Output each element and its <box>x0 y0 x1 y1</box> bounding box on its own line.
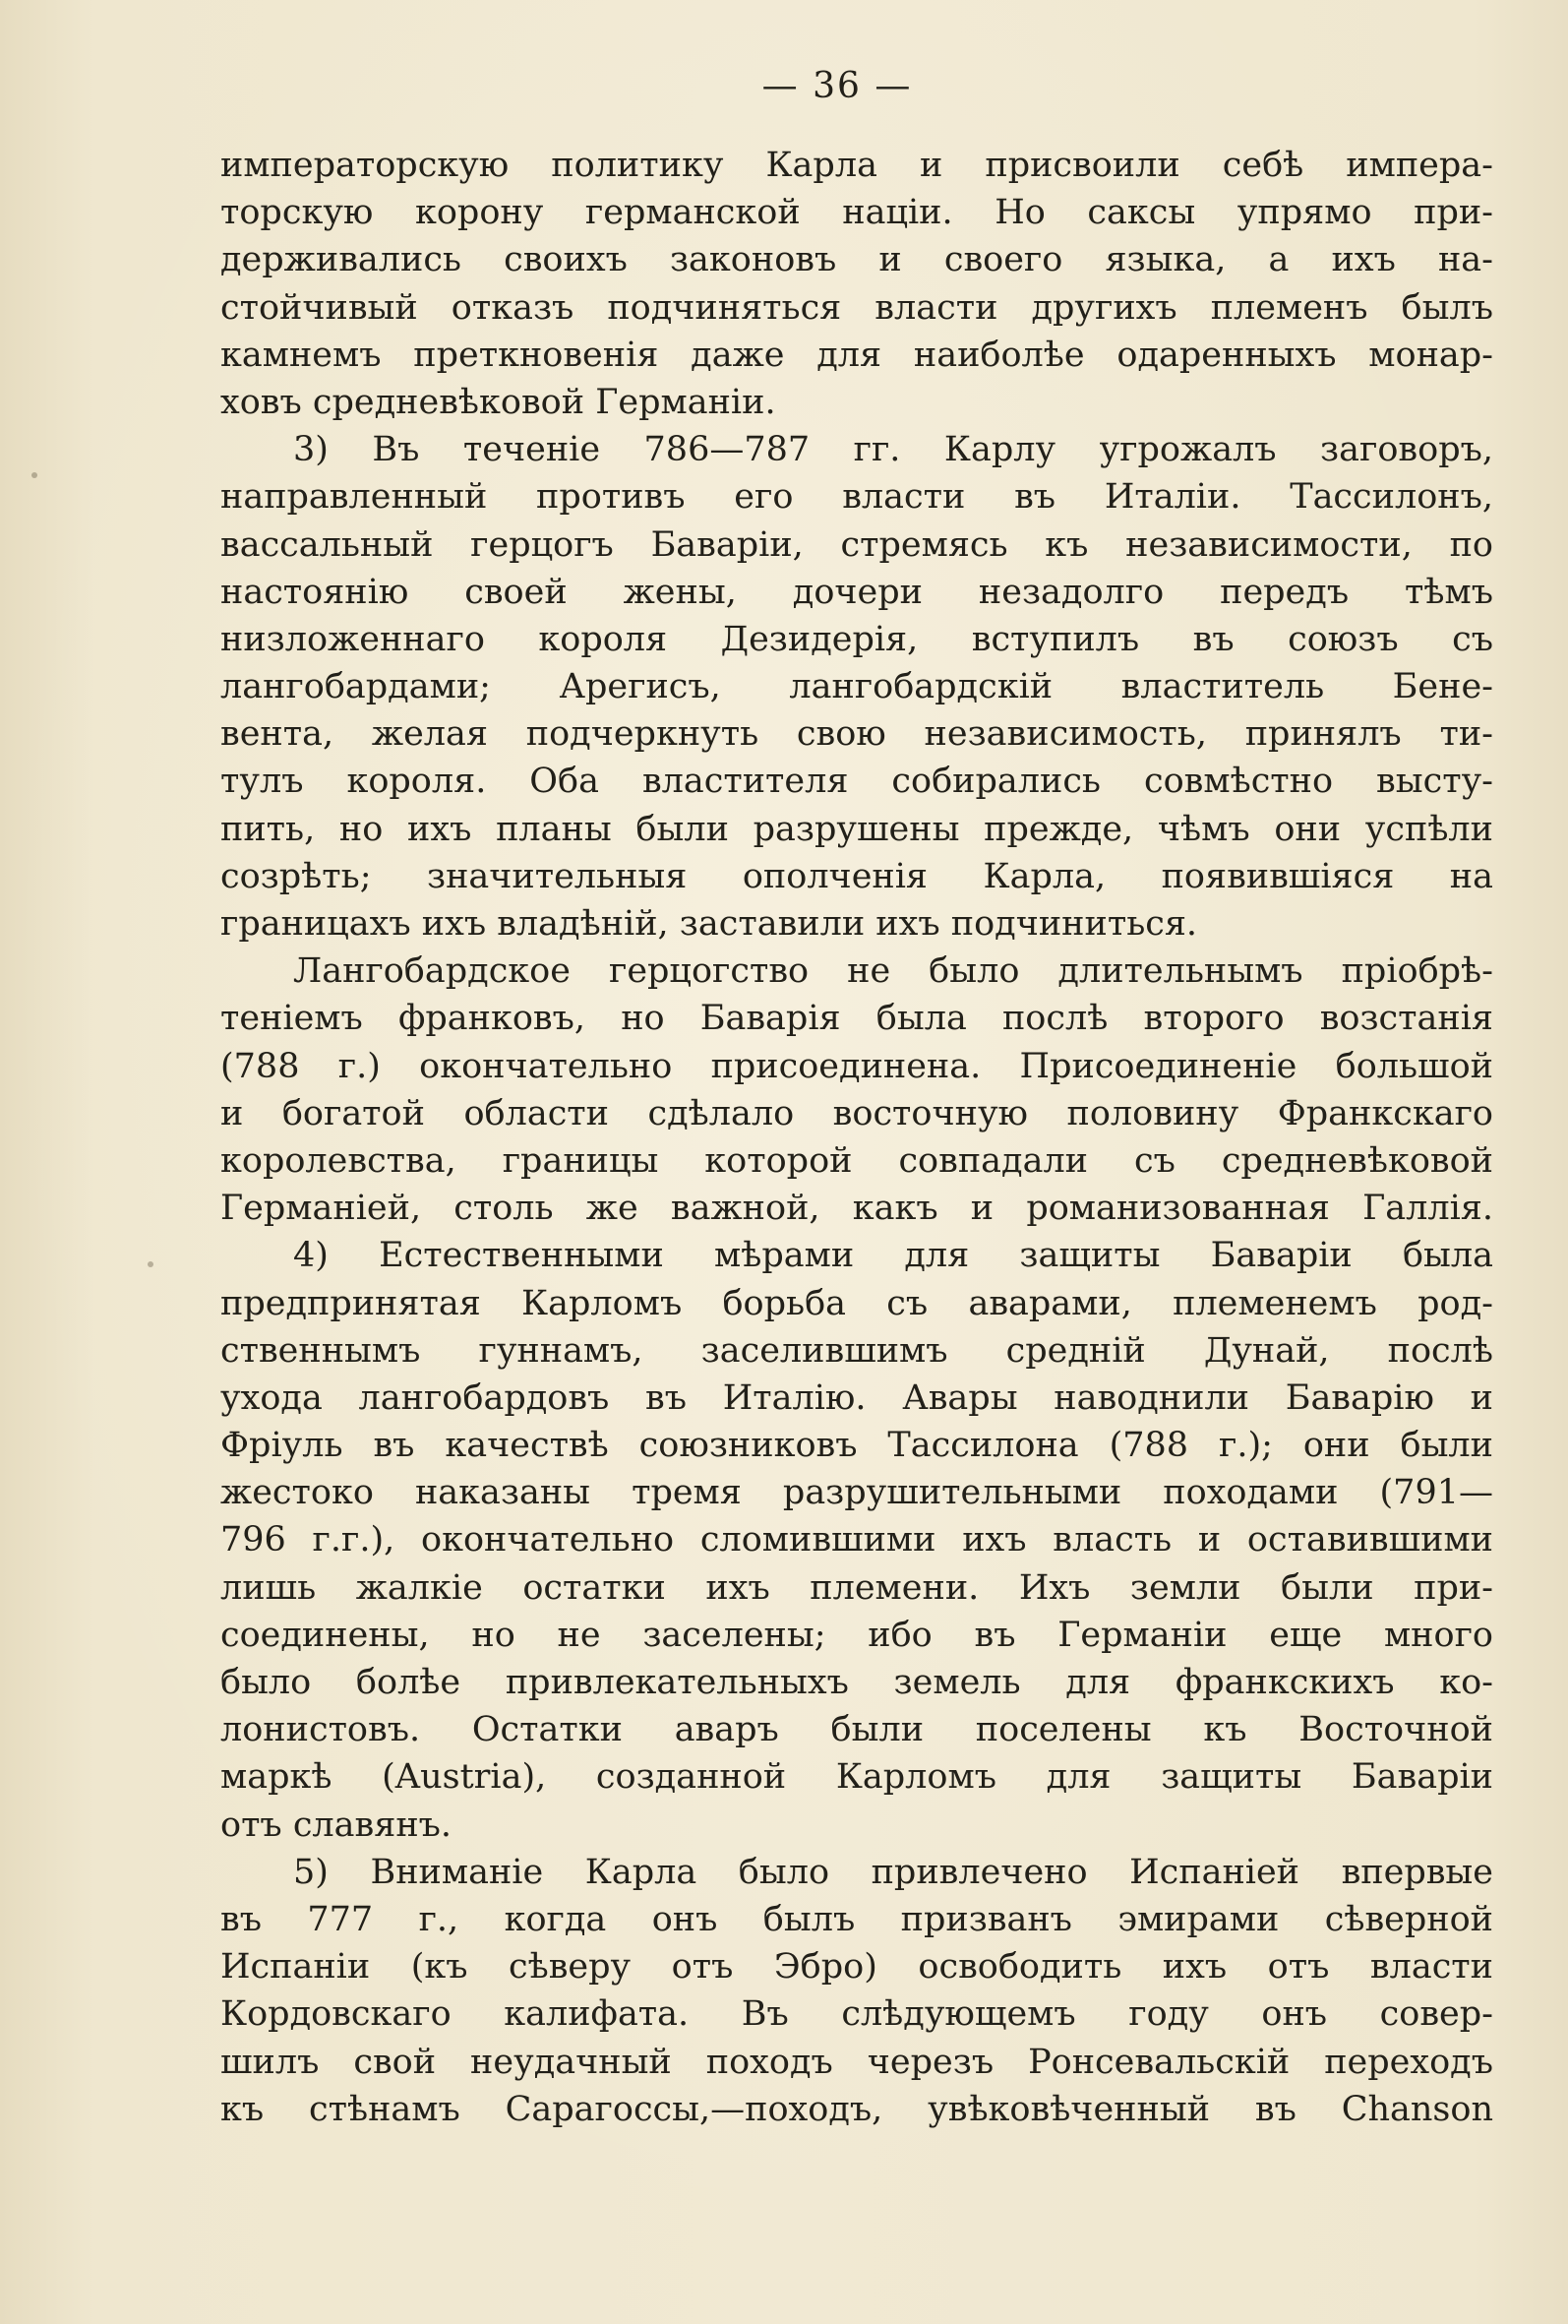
page-number: — 36 — <box>761 66 913 106</box>
paragraph-start-line: 3) Въ теченіе 786—787 гг. Карлу угрожалъ заговоръ, <box>293 430 1493 470</box>
text-line: отъ славянъ. <box>220 1804 452 1845</box>
text-line: жестоко наказаны тремя разрушительными походами (791— <box>220 1473 1493 1513</box>
paper-speck <box>31 472 37 478</box>
text-line: вассальный герцогъ Баваріи, стремясь къ независимости, по <box>220 524 1493 565</box>
text-line: держивались своихъ законовъ и своего языка, а ихъ на- <box>220 240 1493 280</box>
text-line: торскую корону германской націи. Но саксы упрямо при- <box>220 193 1493 233</box>
body-text <box>220 142 1493 2133</box>
text-line: королевства, границы которой совпадали съ средневѣковой <box>220 1140 1493 1181</box>
text-line: ственнымъ гуннамъ, заселившимъ средній Дунай, послѣ <box>220 1330 1493 1371</box>
text-line: созрѣть; значительныя ополченія Карла, появившіяся на <box>220 856 1493 896</box>
text-line: и богатой области сдѣлало восточную половину Франкскаго <box>220 1093 1493 1133</box>
text-line: было болѣе привлекательныхъ земель для франкскихъ ко- <box>220 1663 1493 1702</box>
text-line: (788 г.) окончательно присоединена. Присоединеніе большой <box>220 1046 1493 1086</box>
text-line: шилъ свой неудачный походъ черезъ Ронсевальскій переходъ <box>220 2042 1493 2082</box>
text-line: Испаніи (къ сѣверу отъ Эбро) освободить ихъ отъ власти <box>220 1947 1493 1988</box>
paragraph-start-line: 4) Естественными мѣрами для защиты Баваріи была <box>293 1236 1493 1276</box>
text-line: лонистовъ. Остатки аваръ были поселены къ Восточной <box>220 1710 1493 1750</box>
text-line: лишь жалкіе остатки ихъ племени. Ихъ земли были при- <box>220 1567 1493 1608</box>
text-line: Кордовскаго калифата. Въ слѣдующемъ году онъ совер- <box>220 1994 1493 2035</box>
text-line: теніемъ франковъ, но Баварія была послѣ второго возстанія <box>220 999 1493 1039</box>
text-line: настоянію своей жены, дочери незадолго передъ тѣмъ <box>220 572 1493 612</box>
text-line: направленный противъ его власти въ Италіи. Тассилонъ, <box>220 477 1493 518</box>
text-line: къ стѣнамъ Сарагоссы,—походъ, увѣковѣченный въ Chanson <box>220 2089 1493 2129</box>
text-line: лангобардами; Арегисъ, лангобардскій властитель Бене- <box>220 667 1493 707</box>
text-line: низложеннаго короля Дезидерія, вступилъ въ союзъ съ <box>220 619 1493 659</box>
text-line: ухода лангобардовъ въ Италію. Авары наводнили Баварію и <box>220 1377 1493 1418</box>
paragraph-start-line: 5) Вниманіе Карла было привлечено Испаніей впервые <box>293 1852 1493 1892</box>
text-line: пить, но ихъ планы были разрушены прежде, чѣмъ они успѣли <box>220 809 1493 849</box>
text-line: Фріуль въ качествѣ союзниковъ Тассилона (788 г.); они были <box>220 1426 1493 1466</box>
text-line: вента, желая подчеркнуть свою независимость, принялъ ти- <box>220 714 1493 755</box>
paper-speck <box>148 1261 153 1267</box>
text-line: ховъ средневѣковой Германіи. <box>220 382 776 422</box>
text-line: предпринятая Карломъ борьба съ аварами, племенемъ род- <box>220 1283 1493 1323</box>
paragraph-start-line: Лангобардское герцогство не было длительнымъ пріобрѣ- <box>293 951 1493 992</box>
text-line: 796 г.г.), окончательно сломившими ихъ власть и оставившими <box>220 1520 1493 1560</box>
text-line: камнемъ преткновенія даже для наиболѣе одаренныхъ монар- <box>220 335 1493 375</box>
text-line: границахъ ихъ владѣній, заставили ихъ подчиниться. <box>220 904 1198 944</box>
text-line: соединены, но не заселены; ибо въ Германіи еще много <box>220 1615 1493 1655</box>
text-line: въ 777 г., когда онъ былъ призванъ эмирами сѣверной <box>220 1899 1493 1939</box>
text-line: Германіей, столь же важной, какъ и романизованная Галлія. <box>220 1189 1493 1229</box>
text-line: тулъ короля. Оба властителя собирались совмѣстно высту- <box>220 762 1493 802</box>
text-line: маркѣ (Austria), созданной Карломъ для защиты Баваріи <box>220 1757 1493 1798</box>
text-line: стойчивый отказъ подчиняться власти другихъ племенъ былъ <box>220 287 1493 328</box>
text-line: императорскую политику Карла и присвоили себѣ импера- <box>220 146 1493 185</box>
